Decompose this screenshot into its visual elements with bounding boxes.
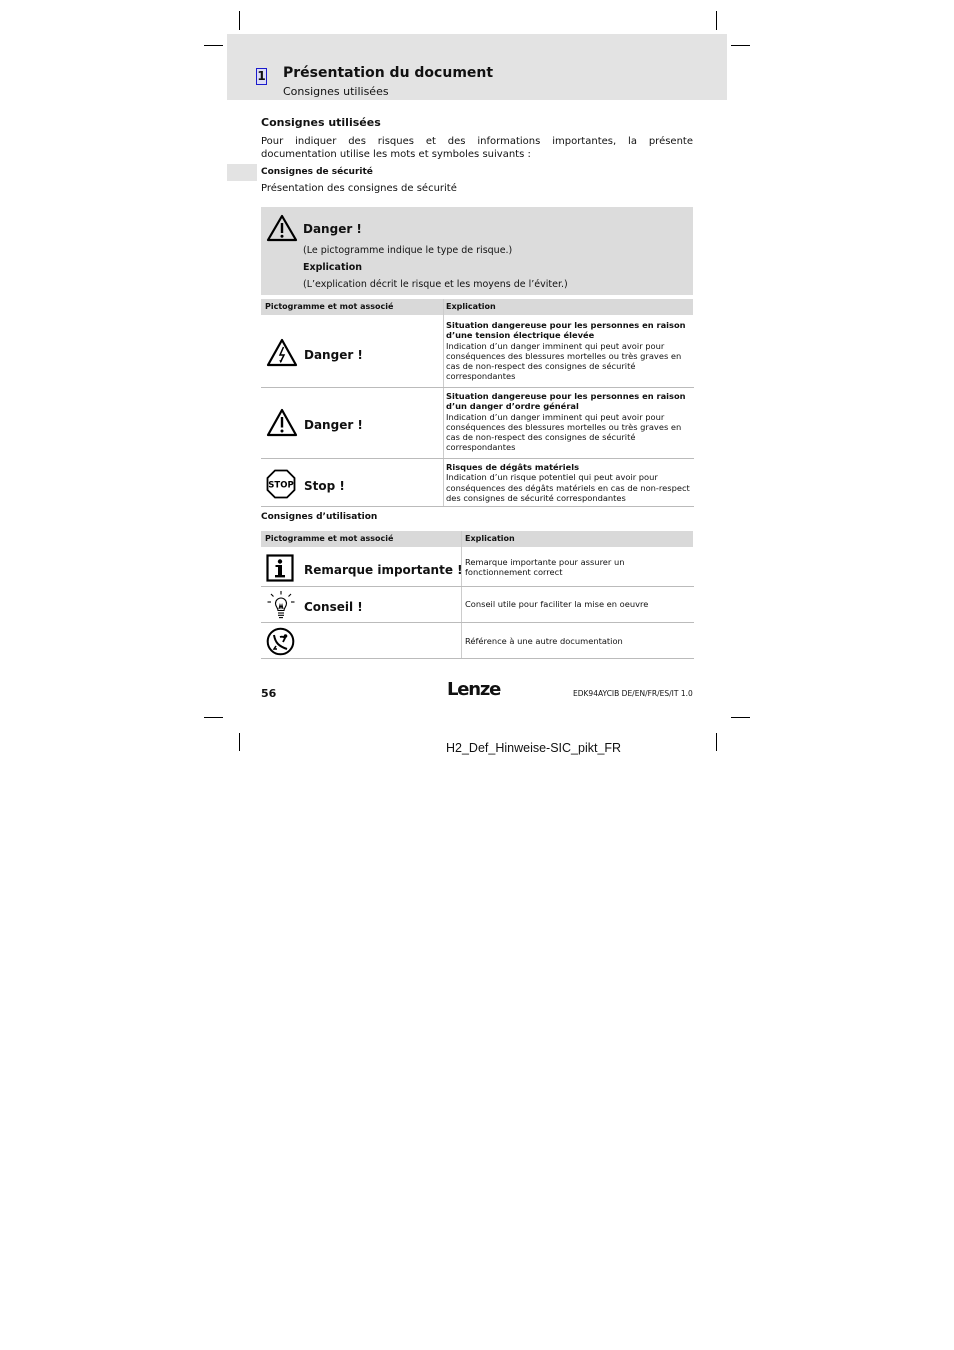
general-hazard-icon xyxy=(266,408,298,437)
usage-table-header xyxy=(261,531,693,547)
col-explication-header: Explication xyxy=(465,534,515,543)
row-signal-word: Danger ! xyxy=(304,348,363,362)
col-explication-header: Explication xyxy=(446,302,496,311)
stop-icon xyxy=(266,469,296,499)
table-rule xyxy=(261,506,694,507)
row-explication-text: Indication d’un danger imminent qui peut avoir pour conséquences des blessures mortelles ou très graves en cas de non-respect des consignes de sécurité correspondantes xyxy=(446,411,682,453)
page-subtitle: Consignes utilisées xyxy=(283,85,389,98)
info-icon xyxy=(266,554,294,582)
crop-mark xyxy=(239,11,240,30)
row-explication-text: Référence à une autre documentation xyxy=(465,636,623,646)
row-explication-text: Indication d’un risque potentiel qui peut avoir pour conséquences des dégâts matériels en cas de non-respect des consignes de sécurité correspondantes xyxy=(446,472,690,503)
safety-presentation: Présentation des consignes de sécurité xyxy=(261,183,457,194)
row-signal-word: Conseil ! xyxy=(304,600,363,614)
stop-icon-text: STOP xyxy=(268,480,294,491)
danger-signal-word: Danger ! xyxy=(303,222,362,236)
crop-mark xyxy=(716,11,717,30)
row-signal-word: Danger ! xyxy=(304,418,363,432)
row-explication-title: Risques de dégâts matériels xyxy=(446,462,580,472)
chapter-number: 1 xyxy=(257,69,266,83)
side-tab xyxy=(227,164,257,181)
usage-title: Consignes d’utilisation xyxy=(261,512,378,522)
row-signal-word: Remarque importante ! xyxy=(304,563,463,577)
crop-mark xyxy=(716,733,717,751)
warning-triangle-icon xyxy=(266,214,298,242)
crop-mark xyxy=(731,717,750,718)
table-rule xyxy=(261,458,694,459)
pictogram-note: (Le pictogramme indique le type de risque.) xyxy=(303,245,513,256)
row-explication-text: Remarque importante pour assurer un fonctionnement correct xyxy=(465,557,625,578)
table-rule xyxy=(261,586,694,587)
reference-icon xyxy=(266,627,295,656)
safety-table-header xyxy=(261,299,693,315)
lightbulb-icon xyxy=(266,590,296,620)
section-title: Consignes utilisées xyxy=(261,116,381,129)
row-signal-word: Stop ! xyxy=(304,479,345,493)
table-rule xyxy=(261,622,694,623)
crop-mark xyxy=(204,45,223,46)
row-explication xyxy=(446,391,690,453)
row-explication xyxy=(446,320,690,382)
row-explication-title: Situation dangereuse pour les personnes en raison d’un danger d’ordre général xyxy=(446,391,686,412)
crop-mark xyxy=(731,45,750,46)
safety-title: Consignes de sécurité xyxy=(261,167,373,177)
brand-logo: Lenze xyxy=(447,679,501,700)
danger-example-box xyxy=(261,207,693,295)
table-divider xyxy=(443,299,444,507)
row-explication-text: Indication d’un danger imminent qui peut avoir pour conséquences des blessures mortelles ou très graves en cas de non-respect des consignes de sécurité correspondantes xyxy=(446,340,682,382)
row-explication-text: Conseil utile pour faciliter la mise en oeuvre xyxy=(465,599,649,609)
explication-label: Explication xyxy=(303,262,363,273)
explication-note: (L’explication décrit le risque et les moyens de l’éviter.) xyxy=(303,279,568,290)
crop-mark xyxy=(204,717,223,718)
table-rule xyxy=(261,387,694,388)
intro-paragraph: Pour indiquer des risques et des informations importantes, la présente documentation utilise les mots et symboles suivants : xyxy=(261,136,693,160)
col-pictogram-header: Pictogramme et mot associé xyxy=(265,302,394,311)
page-title: Présentation du document xyxy=(283,65,494,81)
page-number: 56 xyxy=(261,687,277,700)
row-explication-title: Situation dangereuse pour les personnes en raison d’une tension électrique élevée xyxy=(446,320,686,341)
table-rule xyxy=(261,658,694,659)
table-divider xyxy=(461,531,462,659)
file-label: H2_Def_Hinweise-SIC_pikt_FR xyxy=(446,741,622,755)
document-code: EDK94AYCIB DE/EN/FR/ES/IT 1.0 xyxy=(573,689,693,698)
crop-mark xyxy=(239,733,240,751)
row-explication xyxy=(446,462,690,503)
electric-hazard-icon xyxy=(266,338,298,367)
col-pictogram-header: Pictogramme et mot associé xyxy=(265,534,394,543)
